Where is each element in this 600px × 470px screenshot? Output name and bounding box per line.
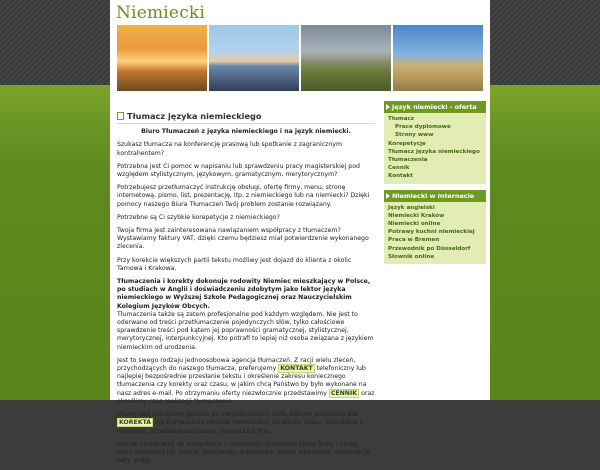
paragraph-3: Potrzebujesz przetłumaczyć instrukcję obsługi, ofertę firmy, menu, stronę internetową, pismo, list, prezentację, itp. z niemieckiego lub na niemiecki? Dzięki pomocy naszego Biura Tłumaczeń Twój problem zostanie rozwiązany. [117, 184, 370, 208]
arrow-right-icon [386, 104, 390, 110]
link-przewodnik-po-dusseldorf[interactable]: Przewodnik po Düsseldorf [388, 245, 471, 252]
link-praca-w-bremen[interactable]: Praca w Bremen [388, 237, 440, 244]
paragraph-2: Potrzebna jest Ci pomoc w napisaniu lub sprawdzeniu pracy magisterskiej pod względem stylistycznym, językowym, gramatycznym, merytorycznym? [117, 162, 360, 179]
menu-item-tlumaczenia[interactable]: Tłumaczenia [388, 157, 428, 164]
banner-photo-field [301, 25, 391, 91]
paragraph-5: Twoja firma jest zainteresowana nawiązaniem współpracy z tłumaczem? Wystawiamy faktury VAT, dzięki czemu będziesz miał potwierdzenie wykonanego zlecenia. [117, 227, 369, 251]
menu-item-cennik[interactable]: Cennik [388, 165, 410, 172]
link-slownik-online[interactable]: Słownik online [388, 253, 435, 260]
korekta-link[interactable]: KOREKTA [119, 419, 152, 427]
paragraph-8 [117, 357, 375, 406]
link-jezyk-angielski[interactable]: Język angielski [388, 204, 435, 211]
paragraph-8-part-a: Jest to swego rodzaju jednoosobowa agencja tłumaczeń. Z racji wielu zleceń, przychodzących do naszego tłumacza, preferujemy [117, 356, 356, 373]
menu-item-kontakt[interactable]: Kontakt [388, 173, 413, 180]
menu-item-tlumacz[interactable]: Tłumacz [388, 116, 415, 122]
paragraph-7 [117, 278, 375, 352]
offer-box-title-text: Język niemiecki - oferta [392, 103, 477, 111]
banner-photo-lake [209, 25, 299, 91]
sidebar [384, 101, 486, 270]
internet-box-title [384, 190, 486, 202]
internet-menu [384, 202, 486, 264]
offer-menu [384, 113, 486, 184]
page-title [117, 112, 375, 124]
main-content [117, 112, 375, 470]
header-banner [117, 25, 483, 91]
link-potrawy-kuchni-niemieckiej[interactable]: Potrawy kuchni niemieckiej [388, 229, 475, 236]
paragraph-7-rest: Tłumaczenia także są zatem profesjonalne pod każdym względem. Nie jest to oderwane od treści przetłumaczenie pojedynczych słów, tylko całościowe sprawdzenie treści pod kątem jej poprawności gramatycznej, stylistycznej, merytorycznej, interpunkcyjnej. Kto potrafi to lepiej niż osoba związana z językiem niemieckim od urodzenia. [117, 310, 374, 351]
cennik-link[interactable]: CENNIK [330, 389, 358, 397]
internet-box-title-text: Niemiecki w internecie [392, 191, 475, 200]
paragraph-10: Jednak zachęcamy do korzystania z możliwości tłumaczeń także firmy i osoby, które prowadzą np. hotele, pensjonaty, schroniska, domki letniskowe, restauracje, bary, puby, [117, 440, 372, 465]
banner-photo-reeds [393, 25, 483, 91]
menu-item-tlumacz-jezyka-niemieckiego[interactable]: Tłumacz języka niemieckiego [388, 148, 480, 155]
link-niemiecki-krakow[interactable]: Niemiecki Kraków [388, 212, 445, 219]
page-title-text: Tłumacz języka niemieckiego [127, 111, 262, 121]
paragraph-4: Potrzebne są Ci szybkie korepetycje z niemieckiego? [117, 213, 280, 221]
site-title[interactable]: Niemiecki [116, 3, 206, 23]
paragraph-9-part-b: lub tłumaczenie tekstów niemieckich do szkoły, pracy, kontaktów z urzędami, przedstawicielstwami niemieckich firm. [117, 419, 363, 435]
paragraph-8-part-b: telefoniczny lub najlepiej bezpośrednie przesłanie tekstu i określenie zakresu koniecznego tłumaczenia czy korekty oraz czasu, w jakim chcą Państwo by było wykonane na nasz adres e-mail. Po otrzymaniu oferty niezwłocznie przedstawimy [117, 365, 367, 397]
paragraph-7-bold: Tłumaczenia i korekty dokonuje rodowity Niemiec mieszkający w Polsce, po studiach w Anglii i doświadczeniu zdobytym jako lektor języka niemieckiego w Wyższej Szkole Pedagogicznej oraz Nauczycielskim Kolegium Języków Obcych. [117, 278, 371, 310]
arrow-right-icon [386, 193, 390, 199]
paragraph-8-part-c: oraz określimy czas realizacji tłumaczenia. [117, 389, 375, 405]
paragraph-1: Szukasz tłumacza na konferencję prasową lub spotkanie z zagranicznym kontrahentem? [117, 141, 342, 157]
kontakt-link[interactable]: KONTAKT [280, 365, 313, 373]
banner-photo-sunset [117, 25, 207, 91]
menu-item-korepetycje[interactable]: Korepetycje [388, 140, 426, 147]
menu-item-strony-www[interactable]: Strony www [395, 132, 434, 139]
paragraph-9 [117, 411, 375, 436]
paragraph-9-part-a: Ofertę swą kierujemy głównie po indywidualnych osób, którym potrzebna jest [117, 411, 359, 419]
paragraph-6: Przy korekcie większych partii tekstu możliwy jest dojazd do klienta z okolic Tarnowa i Krakowa. [117, 256, 352, 272]
document-icon [117, 112, 124, 120]
offer-box-title [384, 101, 486, 113]
link-niemiecki-online[interactable]: Niemiecki online [388, 221, 441, 228]
intro-text: Biuro Tłumaczeń z języka niemieckiego i na język niemiecki. [141, 128, 351, 136]
menu-item-prace-dyplomowe[interactable]: Prace dyplomowe [395, 124, 451, 131]
